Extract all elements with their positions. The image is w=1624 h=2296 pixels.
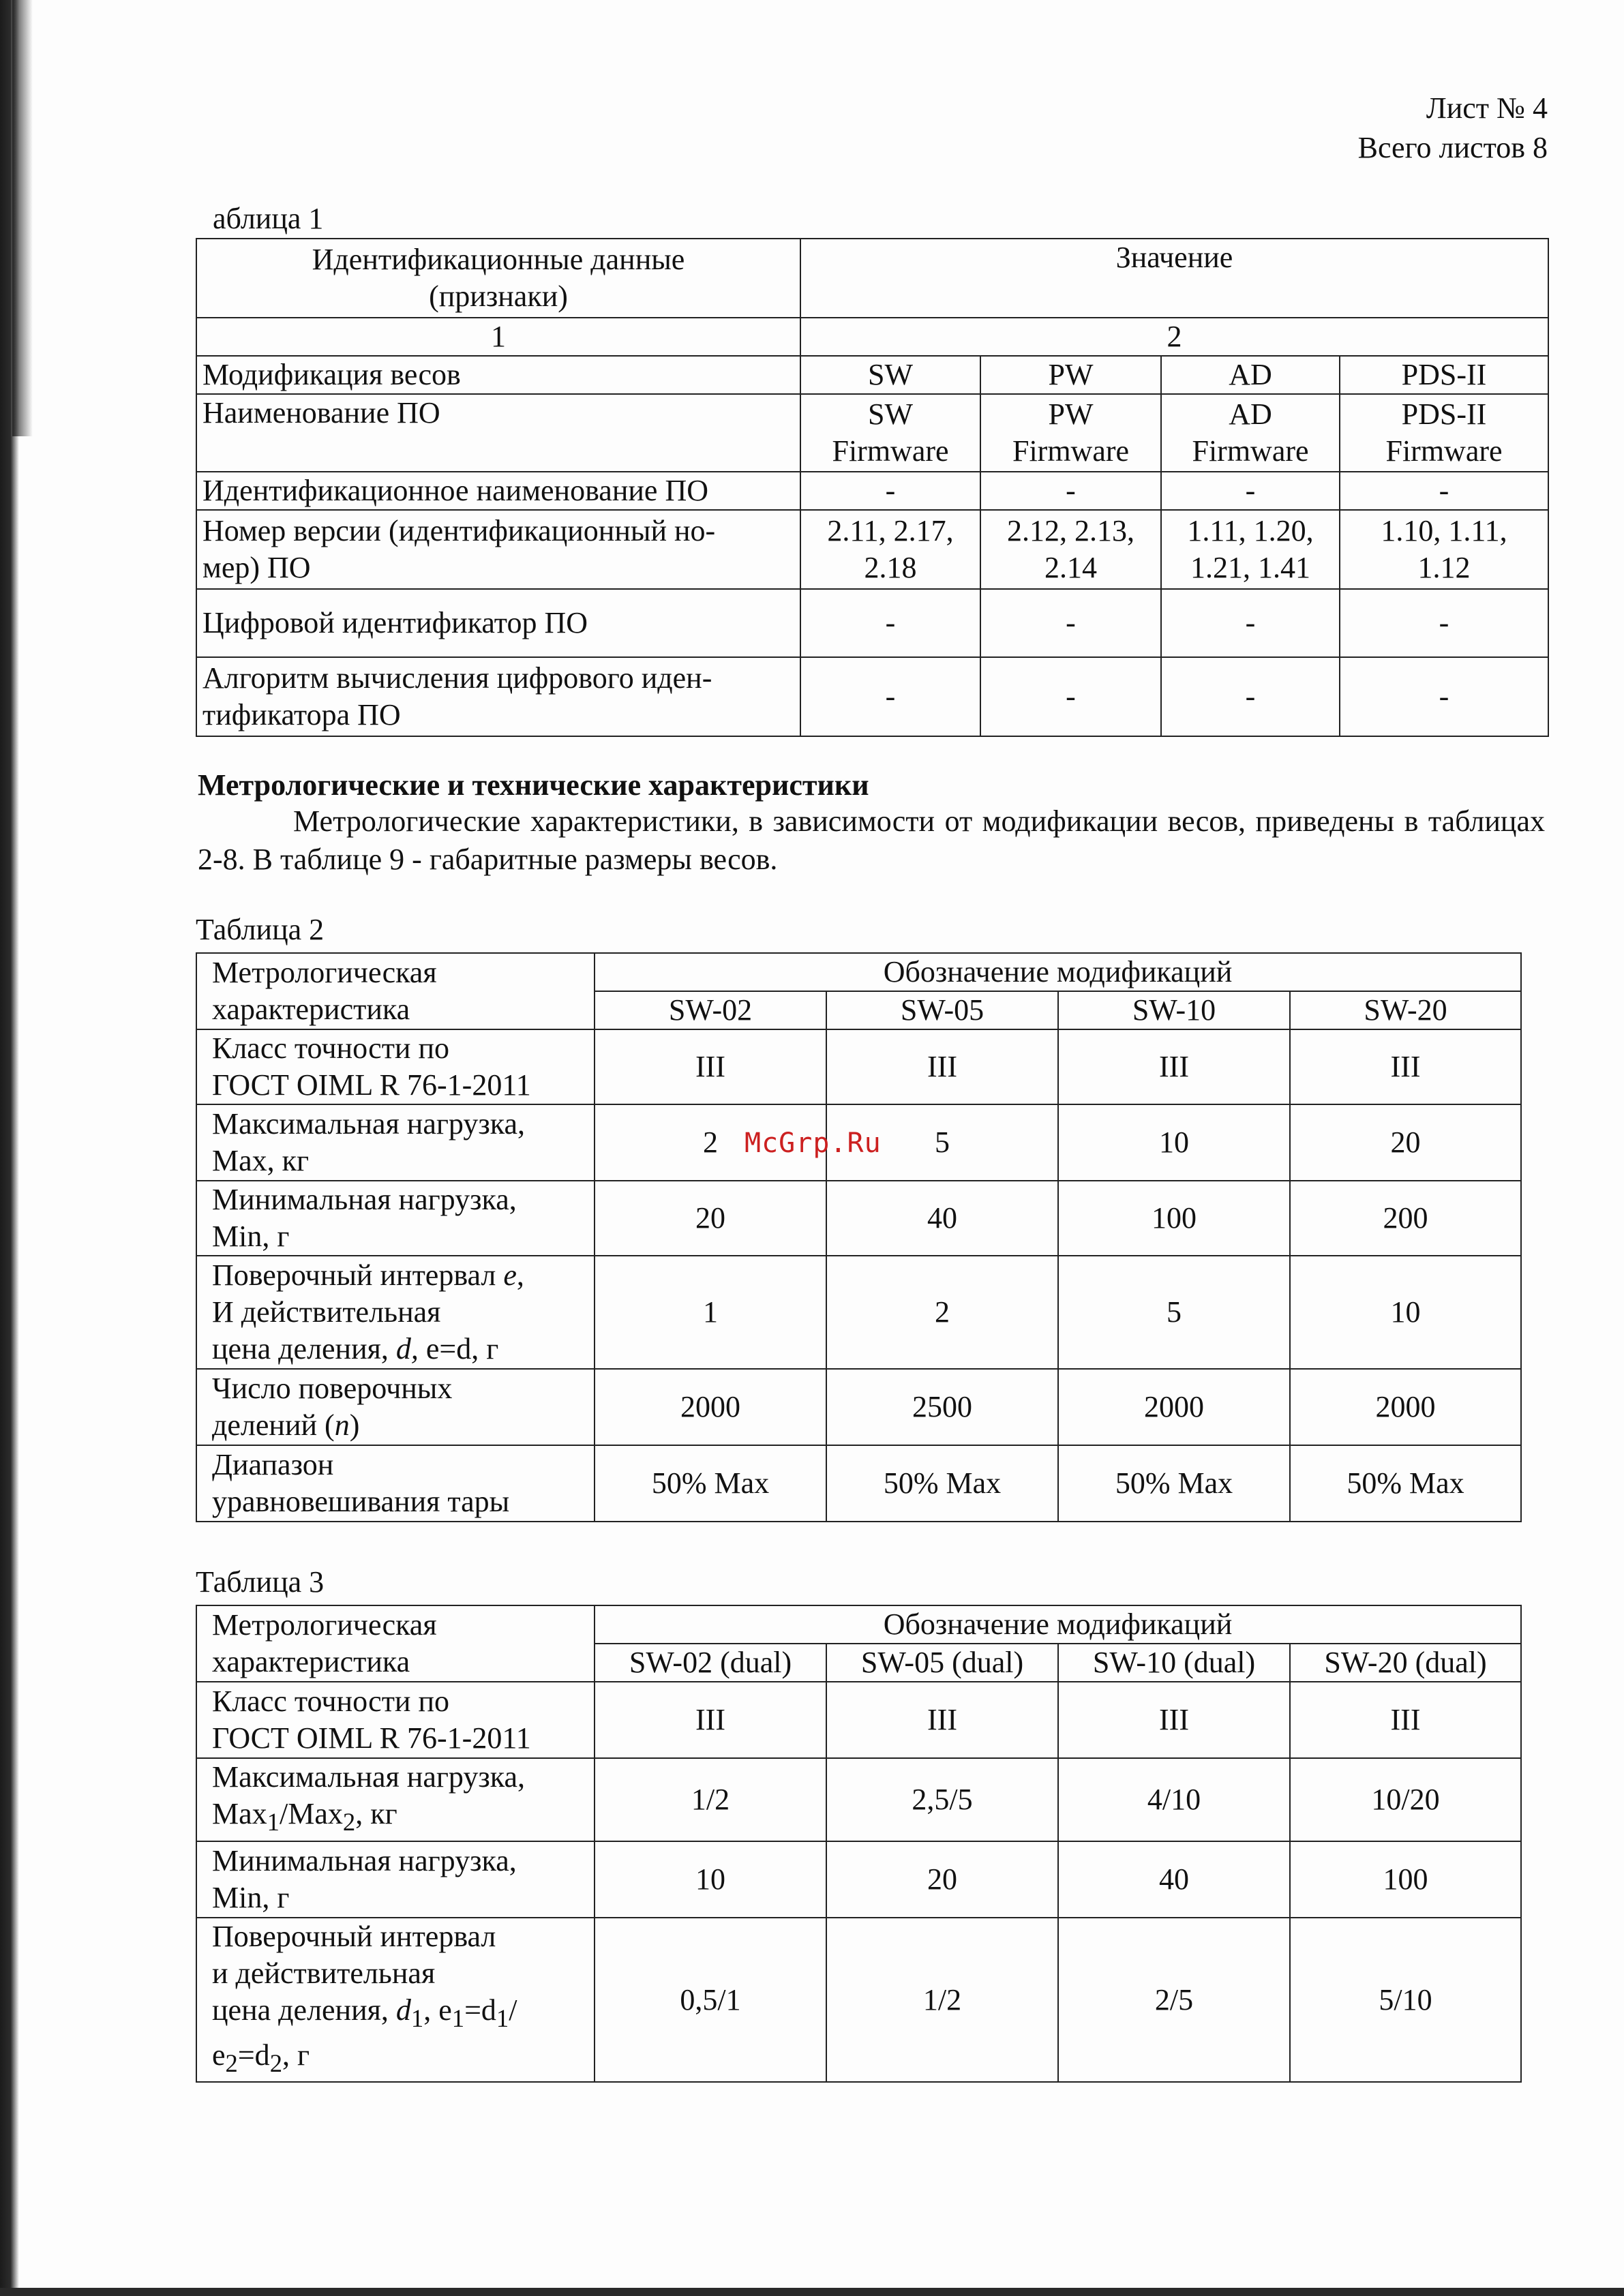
cell: 100 bbox=[1290, 1841, 1521, 1918]
label-italic: d bbox=[395, 1993, 411, 2027]
row-label: Номер версии (идентификационный но- мер) ПО bbox=[196, 510, 800, 589]
section-paragraph: Метрологические характеристики, в зависимости от модификации весов, приведены в таблицах 2-8. В таблице 9 - габаритные размеры весов. bbox=[198, 804, 1545, 876]
label-subscript: 1 bbox=[451, 2004, 465, 2032]
cell: PW bbox=[980, 356, 1161, 394]
cell: 50% Max bbox=[595, 1445, 826, 1522]
row-label: Наименование ПО bbox=[196, 394, 800, 472]
label-text: , кг bbox=[355, 1797, 397, 1830]
watermark-text: McGrp.Ru bbox=[745, 1128, 882, 1159]
cell: 5/10 bbox=[1290, 1918, 1521, 2083]
row-label bbox=[196, 1369, 595, 1445]
cell: 2500 bbox=[826, 1369, 1058, 1445]
row-label bbox=[196, 1758, 595, 1841]
table2-head-left: Метрологическая характеристика bbox=[196, 953, 595, 1029]
label-italic: d, bbox=[395, 1332, 419, 1365]
label-text: , г bbox=[282, 2038, 310, 2072]
sheet-total: Всего листов 8 bbox=[1357, 131, 1548, 164]
label-text: , e bbox=[423, 1993, 452, 2027]
row-label: Максимальная нагрузка, Max, кг bbox=[196, 1104, 595, 1181]
table-row bbox=[196, 1369, 1521, 1445]
label-subscript: 2 bbox=[269, 2049, 283, 2077]
cell: 50% Max bbox=[1290, 1445, 1521, 1522]
cell: 10 bbox=[595, 1841, 826, 1918]
table-row bbox=[196, 356, 1548, 394]
cell: 2/5 bbox=[1058, 1918, 1290, 2083]
row-label: Минимальная нагрузка, Min, г bbox=[196, 1181, 595, 1256]
cell: 2.11, 2.17, 2.18 bbox=[800, 510, 980, 589]
table1-number-row bbox=[196, 318, 1548, 356]
table-row bbox=[196, 657, 1548, 736]
cell: III bbox=[1290, 1682, 1521, 1758]
cell: PDS-II Firmware bbox=[1340, 394, 1548, 472]
cell: 1 bbox=[595, 1256, 826, 1369]
table-row bbox=[196, 510, 1548, 589]
table-row bbox=[196, 394, 1548, 472]
cell: SW bbox=[800, 356, 980, 394]
cell: - bbox=[800, 657, 980, 736]
table-row bbox=[196, 1256, 1521, 1369]
table-row bbox=[196, 1841, 1521, 1918]
model-cell: SW-20 bbox=[1290, 991, 1521, 1029]
label-text: Поверочный интервал и действительная цена деления, bbox=[212, 1919, 496, 2027]
cell: PDS-II bbox=[1340, 356, 1548, 394]
label-text: e=d, г bbox=[418, 1332, 499, 1365]
table1-num-right: 2 bbox=[800, 318, 1548, 356]
table1-num-left: 1 bbox=[196, 318, 800, 356]
cell: III bbox=[1058, 1029, 1290, 1104]
cell: 10 bbox=[1290, 1256, 1521, 1369]
cell: III bbox=[826, 1682, 1058, 1758]
cell: 2,5/5 bbox=[826, 1758, 1058, 1841]
cell: 2 bbox=[595, 1104, 826, 1181]
scan-bottom-edge bbox=[0, 2288, 1624, 2296]
cell: 2.12, 2.13, 2.14 bbox=[980, 510, 1161, 589]
cell: 2000 bbox=[1058, 1369, 1290, 1445]
section-title: Метрологические и технические характеристики bbox=[198, 768, 869, 802]
cell: PW Firmware bbox=[980, 394, 1161, 472]
table-row bbox=[196, 472, 1548, 510]
cell: 2000 bbox=[1290, 1369, 1521, 1445]
cell: 20 bbox=[826, 1841, 1058, 1918]
cell: - bbox=[800, 589, 980, 657]
cell: AD Firmware bbox=[1161, 394, 1340, 472]
sheet-number: Лист № 4 bbox=[1426, 91, 1548, 125]
cell: 40 bbox=[826, 1181, 1058, 1256]
cell: 2000 bbox=[595, 1369, 826, 1445]
row-label: Диапазон уравновешивания тары bbox=[196, 1445, 595, 1522]
cell: 1.11, 1.20, 1.21, 1.41 bbox=[1161, 510, 1340, 589]
table1-head-left: Идентификационные данные (признаки) bbox=[196, 239, 800, 318]
label-text: / e bbox=[212, 1993, 517, 2072]
cell: 10/20 bbox=[1290, 1758, 1521, 1841]
label-text: ) bbox=[349, 1408, 360, 1442]
cell: 1/2 bbox=[826, 1918, 1058, 2083]
cell: 1/2 bbox=[595, 1758, 826, 1841]
cell: - bbox=[800, 472, 980, 510]
table1 bbox=[196, 238, 1549, 737]
cell: 40 bbox=[1058, 1841, 1290, 1918]
model-cell: SW-10 (dual) bbox=[1058, 1644, 1290, 1682]
model-cell: SW-05 bbox=[826, 991, 1058, 1029]
row-label: Класс точности по ГОСТ OIML R 76-1-2011 bbox=[196, 1029, 595, 1104]
row-label: Модификация весов bbox=[196, 356, 800, 394]
table-row bbox=[196, 1181, 1521, 1256]
table3-head-right: Обозначение модификаций bbox=[595, 1605, 1521, 1644]
cell: III bbox=[595, 1682, 826, 1758]
cell: 200 bbox=[1290, 1181, 1521, 1256]
cell: AD bbox=[1161, 356, 1340, 394]
row-label bbox=[196, 1918, 595, 2083]
cell: - bbox=[1161, 589, 1340, 657]
label-subscript: 2 bbox=[342, 1807, 356, 1836]
row-label: Класс точности по ГОСТ OIML R 76-1-2011 bbox=[196, 1682, 595, 1758]
cell: 10 bbox=[1058, 1104, 1290, 1181]
cell: III bbox=[826, 1029, 1058, 1104]
label-text: =d bbox=[237, 2038, 270, 2072]
scan-edge-fold bbox=[12, 0, 33, 436]
cell: 20 bbox=[1290, 1104, 1521, 1181]
row-label: Минимальная нагрузка, Min, г bbox=[196, 1841, 595, 1918]
label-subscript: 2 bbox=[225, 2049, 238, 2077]
cell: - bbox=[1340, 472, 1548, 510]
model-cell: SW-02 (dual) bbox=[595, 1644, 826, 1682]
cell: - bbox=[980, 472, 1161, 510]
cell: 20 bbox=[595, 1181, 826, 1256]
table2-header-row bbox=[196, 953, 1521, 991]
table1-caption: аблица 1 bbox=[213, 202, 324, 235]
cell: - bbox=[1161, 657, 1340, 736]
label-text: Поверочный интервал bbox=[212, 1258, 504, 1292]
cell: - bbox=[980, 589, 1161, 657]
label-text: /Max bbox=[279, 1797, 343, 1830]
label-subscript: 1 bbox=[496, 2004, 509, 2032]
label-italic: e bbox=[503, 1258, 517, 1292]
table2-head-right: Обозначение модификаций bbox=[595, 953, 1521, 991]
table-row bbox=[196, 1445, 1521, 1522]
cell: - bbox=[1340, 657, 1548, 736]
row-label: Цифровой идентификатор ПО bbox=[196, 589, 800, 657]
model-cell: SW-20 (dual) bbox=[1290, 1644, 1521, 1682]
table3-head-left: Метрологическая характеристика bbox=[196, 1605, 595, 1682]
cell: 50% Max bbox=[826, 1445, 1058, 1522]
table-row bbox=[196, 1918, 1521, 2083]
label-subscript: 1 bbox=[410, 2004, 424, 2032]
cell: III bbox=[595, 1029, 826, 1104]
table1-head-right: Значение bbox=[800, 239, 1548, 318]
label-text: Число поверочных делений ( bbox=[212, 1372, 453, 1442]
table-row bbox=[196, 1758, 1521, 1841]
cell: III bbox=[1058, 1682, 1290, 1758]
cell: - bbox=[980, 657, 1161, 736]
table1-header-row bbox=[196, 239, 1548, 318]
row-label: Алгоритм вычисления цифрового иден- тификатора ПО bbox=[196, 657, 800, 736]
table3-caption: Таблица 3 bbox=[196, 1565, 325, 1599]
cell: SW Firmware bbox=[800, 394, 980, 472]
cell: 100 bbox=[1058, 1181, 1290, 1256]
table-row bbox=[196, 1682, 1521, 1758]
cell: III bbox=[1290, 1029, 1521, 1104]
model-cell: SW-02 bbox=[595, 991, 826, 1029]
table3-header-row bbox=[196, 1605, 1521, 1644]
label-text: =d bbox=[464, 1993, 496, 2027]
row-label bbox=[196, 1256, 595, 1369]
cell: - bbox=[1340, 589, 1548, 657]
cell: 0,5/1 bbox=[595, 1918, 826, 2083]
label-text: Максимальная нагрузка, Max bbox=[212, 1760, 525, 1830]
label-text: , И действительная цена деления, bbox=[212, 1258, 524, 1365]
cell: 1.10, 1.11, 1.12 bbox=[1340, 510, 1548, 589]
table-row bbox=[196, 1029, 1521, 1104]
cell: 50% Max bbox=[1058, 1445, 1290, 1522]
cell: 5 bbox=[826, 1104, 1058, 1181]
label-italic: n bbox=[334, 1408, 350, 1442]
model-cell: SW-10 bbox=[1058, 991, 1290, 1029]
cell: 5 bbox=[1058, 1256, 1290, 1369]
cell: 2 bbox=[826, 1256, 1058, 1369]
cell: 4/10 bbox=[1058, 1758, 1290, 1841]
cell: - bbox=[1161, 472, 1340, 510]
table-row bbox=[196, 589, 1548, 657]
row-label: Идентификационное наименование ПО bbox=[196, 472, 800, 510]
label-subscript: 1 bbox=[267, 1807, 280, 1836]
model-cell: SW-05 (dual) bbox=[826, 1644, 1058, 1682]
table3 bbox=[196, 1605, 1522, 2083]
sheet-header bbox=[1358, 89, 1548, 168]
table2-caption: Таблица 2 bbox=[196, 913, 325, 946]
table2 bbox=[196, 952, 1522, 1522]
